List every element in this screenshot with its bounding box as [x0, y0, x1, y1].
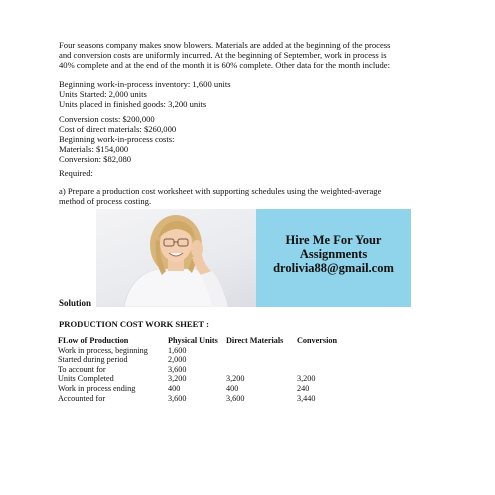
table-cell: 3,600 — [168, 364, 187, 374]
cost-line: Cost of direct materials: $260,000 — [59, 124, 177, 134]
woman-portrait-illustration — [96, 209, 256, 307]
table-cell — [297, 365, 357, 375]
column-header: Direct Materials — [226, 336, 284, 345]
table-row — [58, 384, 357, 394]
table-cell: Work in process ending — [58, 383, 136, 393]
intro-line: Four seasons company makes snow blowers. Materials are added at the beginning of the process — [59, 40, 391, 50]
task-line: method of process costing. — [59, 196, 152, 206]
table-cell: Units Completed — [58, 374, 114, 384]
cost-line: Conversion costs: $200,000 — [59, 114, 155, 124]
table-cell: 240 — [297, 383, 310, 393]
cost-line: Beginning work-in-process costs: — [59, 134, 175, 144]
table-cell: To account for — [58, 364, 106, 374]
table-row — [58, 346, 357, 356]
table-header-row — [58, 336, 357, 346]
table-cell: Started during period — [58, 355, 128, 365]
table-cell: 400 — [168, 383, 181, 393]
task-line: a) Prepare a production cost worksheet with supporting schedules using the weighted-average — [59, 186, 382, 196]
figure-line: Units placed in finished goods: 3,200 units — [59, 99, 207, 109]
intro-line: 40% complete and at the end of the month it is 60% complete. Other data for the month include: — [59, 60, 391, 70]
worksheet-title: PRODUCTION COST WORK SHEET : — [59, 319, 209, 329]
table-row — [58, 374, 357, 384]
hire-me-banner — [256, 209, 411, 307]
table-cell: 3,440 — [297, 393, 316, 403]
table-cell: 1,600 — [168, 345, 187, 355]
solution-heading: Solution — [59, 298, 92, 308]
table-cell: 2,000 — [168, 355, 187, 365]
table-cell: 3,200 — [297, 374, 316, 384]
table-cell: 3,600 — [168, 393, 187, 403]
required-label: Required: — [59, 168, 93, 178]
table-cell: 400 — [226, 383, 239, 393]
table-cell — [226, 355, 297, 365]
banner-line: Assignments — [299, 247, 368, 261]
cost-line: Materials: $154,000 — [59, 144, 129, 154]
task-text — [59, 186, 444, 206]
banner-email: drolivia88@gmail.com — [273, 261, 394, 275]
table-cell — [226, 346, 297, 356]
table-cell — [297, 346, 357, 356]
table-cell: 3,200 — [226, 374, 245, 384]
table-cell: 3,200 — [168, 374, 187, 384]
tutor-photo — [96, 209, 256, 307]
table-row — [58, 394, 357, 404]
table-cell — [226, 365, 297, 375]
column-header: Physical Units — [168, 336, 218, 345]
figure-line: Beginning work-in-process inventory: 1,600 units — [59, 79, 231, 89]
cost-figures — [59, 114, 444, 164]
intro-line: and conversion costs are uniformly incurred. At the beginning of September, work in process is — [59, 50, 387, 60]
column-header: Conversion — [297, 336, 338, 345]
production-cost-worksheet — [58, 336, 357, 403]
table-cell: 3,600 — [226, 393, 245, 403]
column-header: FLow of Production — [58, 336, 129, 345]
figure-line: Units Started: 2,000 units — [59, 89, 147, 99]
banner-line: Hire Me For Your — [285, 233, 382, 247]
table-row — [58, 365, 357, 375]
table-cell: Accounted for — [58, 393, 106, 403]
table-cell — [297, 355, 357, 365]
unit-figures — [59, 79, 444, 109]
problem-intro — [59, 40, 444, 70]
table-cell: Work in process, beginning — [58, 345, 148, 355]
table-row — [58, 355, 357, 365]
cost-line: Conversion: $82,080 — [59, 154, 132, 164]
